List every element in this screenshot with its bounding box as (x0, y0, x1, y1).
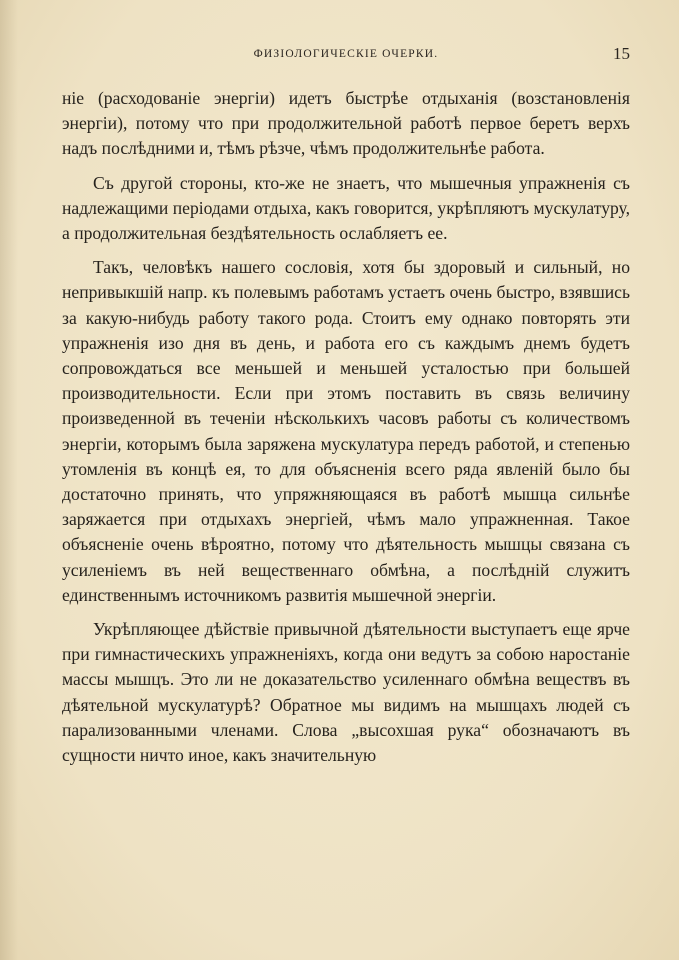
body-text (62, 86, 630, 777)
page-header (62, 44, 630, 68)
paragraph: Укрѣпляющее дѣйствіе привычной дѣятельности выступаетъ еще ярче при гимнастическихъ упражненіяхъ, когда они ведутъ за собою наростаніе массы мышцъ. Это ли не доказательство усиленнаго обмѣна веществъ въ дѣятельной мускулатурѣ? Обратное мы видимъ на мышцахъ людей съ парализованными членами. Слова „высохшая рука“ обозначаютъ въ сущности ничто иное, какъ значительную (62, 619, 630, 766)
running-head: ФИЗІОЛОГИЧЕСКІЕ ОЧЕРКИ. (253, 48, 439, 60)
paragraph: Такъ, человѣкъ нашего сословія, хотя бы здоровый и сильный, но непривыкшій напр. къ полевымъ работамъ устаетъ очень быстро, взявшись за какую-нибудь работу такого рода. Стоитъ ему однако повторять эти упражненія изо дня въ день, и работа его съ каждымъ днемъ будетъ сопровождаться все меньшей и меньшей усталостью при большей производительности. Если при этомъ поставить въ связь величину произведенной въ теченіи нѣсколькихъ часовъ работы съ количествомъ энергіи, которымъ была заряжена мускулатура передъ работой, и степенью утомленія въ концѣ ея, то для объясненія всего ряда явленій было бы достаточно принять, что упряжняющаяся въ работѣ мышца сильнѣе заряжается при отдыхахъ энергіей, чѣмъ мало упражненная. Такое объясненіе очень вѣроятно, потому что дѣятельность мышцы связана съ усиленіемъ въ ней вещественнаго обмѣна, а послѣдній служитъ единственнымъ источникомъ развитія мышечной энергіи. (62, 257, 630, 605)
paragraph: Съ другой стороны, кто-же не знаетъ, что мышечныя упражненія съ надлежащими періодами отдыха, какъ говорится, укрѣпляютъ мускулатуру, а продолжительная бездѣятельность ослабляетъ ее. (62, 172, 630, 244)
paragraph-continued: ніе (расходованіе энергіи) идетъ быстрѣе отдыханія (возстановленія энергіи), потому что при продолжительной работѣ первое беретъ верхъ надъ послѣдними и, тѣмъ рѣзче, чѣмъ продолжительнѣе работа. (62, 88, 630, 159)
page-number: 15 (613, 44, 630, 63)
